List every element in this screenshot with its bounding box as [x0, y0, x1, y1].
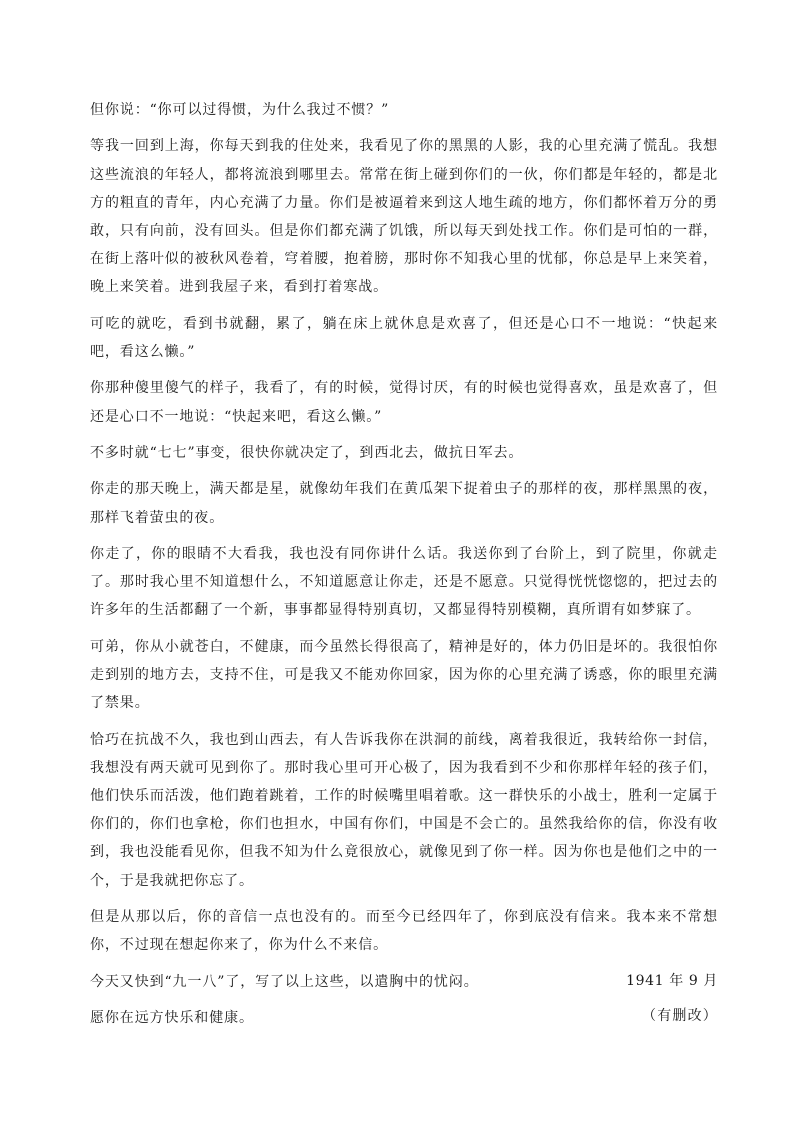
paragraph-9: 恰巧在抗战不久，我也到山西去，有人告诉我你在洪洞的前线，离着我很近，我转给你一封信，我想没有两天就可见到你了。那时我心里可开心极了，因为我看到不少和你那样年轻的孩子们，他们快乐而活泼，他们跑着跳着，工作的时候嘴里唱着歌。这一群快乐的小战士，胜利一定属于你们的，你们也拿枪，你们也担水，中国有你们，中国是不会亡的。虽然我给你的信，你没有收到，我也没能看见你，但我不知为什么竟很放心，就像见到了你一样。因为你也是他们之中的一个，于是我就把你忘了。 [90, 731, 718, 889]
letter-body [90, 96, 718, 1040]
paragraph-11: 今天又快到“九一八”了，写了以上这些，以遣胸中的忧闷。 [90, 973, 479, 990]
paragraph-10: 但是从那以后，你的音信一点也没有的。而至今已经四年了，你到底没有信来。我本来不常想你，不过现在想起你来了，你为什么不来信。 [90, 908, 718, 954]
paragraph-3: 可吃的就吃，看到书就翻，累了，躺在床上就休息是欢喜了，但还是心口不一地说：“快起来吧，看这么懒。” [90, 315, 718, 360]
paragraph-1: 但你说：“你可以过得惯，为什么我过不惯？” [90, 102, 390, 118]
letter-date: 1941 年 9 月 [626, 973, 718, 989]
paragraph-8: 可弟，你从小就苍白，不健康，而今虽然长得很高了，精神是好的，体力仍旧是坏的。我很怕你走到别的地方去，支持不住，可是我又不能劝你回家，因为你的心里充满了诱惑，你的眼里充满了禁果。 [90, 638, 718, 712]
edit-note: （有删改） [642, 1008, 718, 1024]
paragraph-12: 愿你在远方快乐和健康。 [90, 1009, 254, 1026]
paragraph-4: 你那种傻里傻气的样子，我看了，有的时候，觉得讨厌，有的时候也觉得喜欢，虽是欢喜了，但还是心口不一地说：“快起来吧，看这么懒。” [90, 380, 718, 425]
paragraph-2: 等我一回到上海，你每天到我的住处来，我看见了你的黑黑的人影，我的心里充满了慌乱。我想这些流浪的年轻人，都将流浪到哪里去。常常在街上碰到你们的一伙，你们都是年轻的，都是北方的粗直的青年，内心充满了力量。你们是被逼着来到这人地生疏的地方，你们都怀着万分的勇敢，只有向前，没有回头。但是你们都充满了饥饿，所以每天到处找工作。你们是可怕的一群，在街上落叶似的被秋风卷着，穹着腰，抱着膀，那时你不知我心里的忧郁，你总是早上来笑着，晚上来笑着。进到我屋子来，看到打着寒战。 [90, 138, 718, 296]
paragraph-5: 不多时就“七七”事变，很快你就决定了，到西北去，做抗日军去。 [90, 444, 524, 461]
paragraph-7: 你走了，你的眼睛不大看我，我也没有同你讲什么话。我送你到了台阶上，到了院里，你就走了。那时我心里不知道想什么，不知道愿意让你走，还是不愿意。只觉得恍恍惚惚的，把过去的许多年的生活都翻了一个新，事事都显得特别真切，又都显得特别模糊，真所谓有如梦寐了。 [90, 545, 718, 619]
paragraph-6: 你走的那天晚上，满天都是星，就像幼年我们在黄瓜架下捉着虫子的那样的夜，那样黑黑的夜，那样飞着萤虫的夜。 [90, 481, 718, 526]
